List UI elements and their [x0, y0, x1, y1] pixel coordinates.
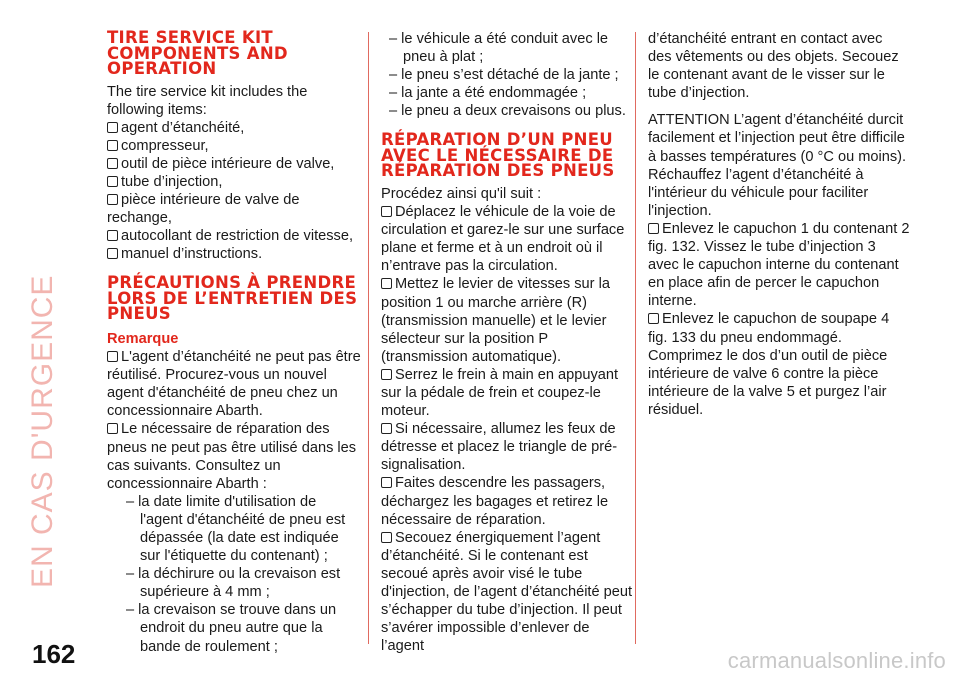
list-item: autocollant de restriction de vitesse, — [107, 227, 361, 245]
list-item: Déplacez le véhicule de la voie de circulation et garez-le sur une surface plane et ferme et à un endroit où il n’entrave pas la circulation. — [381, 204, 625, 275]
list-item: Secouez énergiquement l’agent d’étanchéité. Si le contenant est secoué après avoir visé le tube d'injection, de l’agent d’étanchéité peut s’échapper du tube d’injection. Il peut s’avérer impossible d’enlever de l’agent — [381, 529, 633, 655]
section-heading-kit: TIRE SERVICE KIT COMPONENTS AND OPERATION — [107, 28, 288, 78]
section-heading-repair: RÉPARATION D’UN PNEU AVEC LE NÉCESSAIRE DE RÉPARATION DES PNEUS — [381, 130, 615, 181]
bullet-icon — [107, 248, 118, 259]
bullet-icon — [381, 423, 392, 434]
bullet-icon — [107, 423, 118, 434]
bullet-icon — [107, 230, 118, 241]
case-item: – le véhicule a été conduit avec le pneu à plat ; — [389, 31, 609, 66]
list-item: manuel d’instructions. — [107, 245, 361, 263]
chapter-side-title: EN CAS D'URGENCE — [26, 274, 59, 588]
bullet-icon — [107, 122, 118, 133]
section-heading-precautions: PRÉCAUTIONS À PRENDRE LORS DE L’ENTRETIEN DES PNEUS — [107, 273, 358, 324]
bullet-icon — [381, 206, 392, 217]
bullet-icon — [648, 223, 659, 234]
bullet-icon — [107, 176, 118, 187]
case-item: – le pneu a deux crevaisons ou plus. — [389, 103, 626, 120]
kit-intro: The tire service kit includes the following items: — [107, 83, 308, 118]
bullet-icon — [648, 313, 659, 324]
case-item: – la date limite d'utilisation de l'agent d'étanchéité de pneu est dépassée (la date est indiquée sur l'étiquette du contenant) ; — [126, 493, 346, 565]
list-item: Serrez le frein à main en appuyant sur la pédale de frein et coupez-le moteur. — [381, 366, 619, 420]
column-2 — [381, 30, 635, 655]
list-item: Le nécessaire de réparation des pneus ne peut pas être utilisé dans les cas suivants. Consultez un concessionnaire Abarth : — [107, 421, 357, 492]
remark-label: Remarque — [107, 330, 179, 347]
column-divider — [635, 32, 636, 644]
bullet-icon — [107, 194, 118, 205]
attention-paragraph: ATTENTION L’agent d’étanchéité durcit facilement et l’injection peut être difficile à basses températures (0 °C ou moins). Réchauffez l’agent d’étanchéité à l'intérieur du véhicule pour faciliter l'injection. — [648, 112, 907, 219]
bullet-icon — [107, 351, 118, 362]
bullet-icon — [381, 278, 392, 289]
list-item: tube d’injection, — [107, 173, 361, 191]
paragraph: d’étanchéité entrant en contact avec des vêtements ou des objets. Secouez le contenant avant de le visser sur le tube d’injection. — [648, 31, 899, 102]
list-item: outil de pièce intérieure de valve, — [107, 155, 361, 173]
column-1 — [107, 30, 361, 656]
bullet-icon — [107, 140, 118, 151]
bullet-icon — [381, 532, 392, 543]
list-item: compresseur, — [107, 137, 361, 155]
watermark-link[interactable]: carmanualsonline.info — [727, 648, 946, 673]
case-item: – le pneu s’est détaché de la jante ; — [389, 67, 619, 84]
list-item: Faites descendre les passagers, déchargez les bagages et retirez le nécessaire de réparation. — [381, 475, 609, 528]
case-item: – la jante a été endommagée ; — [389, 85, 587, 102]
list-item: Enlevez le capuchon de soupape 4 fig. 133 du pneu endommagé. Comprimez le dos d’un outil de pièce intérieure de valve 6 contre la pièce intérieure de la valve 5 et purgez l’air résiduel. — [648, 311, 890, 418]
case-item: – la crevaison se trouve dans un endroit du pneu autre que la bande de roulement ; — [126, 602, 337, 655]
procedure-intro: Procédez ainsi qu'il suit : — [381, 185, 542, 202]
column-3 — [648, 30, 910, 419]
bullet-icon — [381, 369, 392, 380]
list-item: L'agent d’étanchéité ne peut pas être réutilisé. Procurez-vous un nouvel agent d'étanchéité de pneu chez un concessionnaire Abarth. — [107, 349, 361, 420]
list-item: agent d’étanchéité, — [107, 119, 361, 137]
column-divider — [368, 32, 369, 644]
list-item: Si nécessaire, allumez les feux de détresse et placez le triangle de pré-signalisation. — [381, 421, 618, 474]
bullet-icon — [381, 477, 392, 488]
case-item: – la déchirure ou la crevaison est supérieure à 4 mm ; — [126, 566, 341, 601]
list-item: Enlevez le capuchon 1 du contenant 2 fig. 132. Vissez le tube d’injection 3 avec le capuchon interne du contenant en place afin de percer le capuchon interne. — [648, 220, 910, 310]
list-item: Mettez le levier de vitesses sur la position 1 ou marche arrière (R) (transmission manuelle) et le levier sélecteur sur la position P (transmission automatique). — [381, 276, 610, 365]
list-item: pièce intérieure de valve de rechange, — [107, 192, 300, 227]
bullet-icon — [107, 158, 118, 169]
page-number: 162 — [32, 639, 76, 669]
